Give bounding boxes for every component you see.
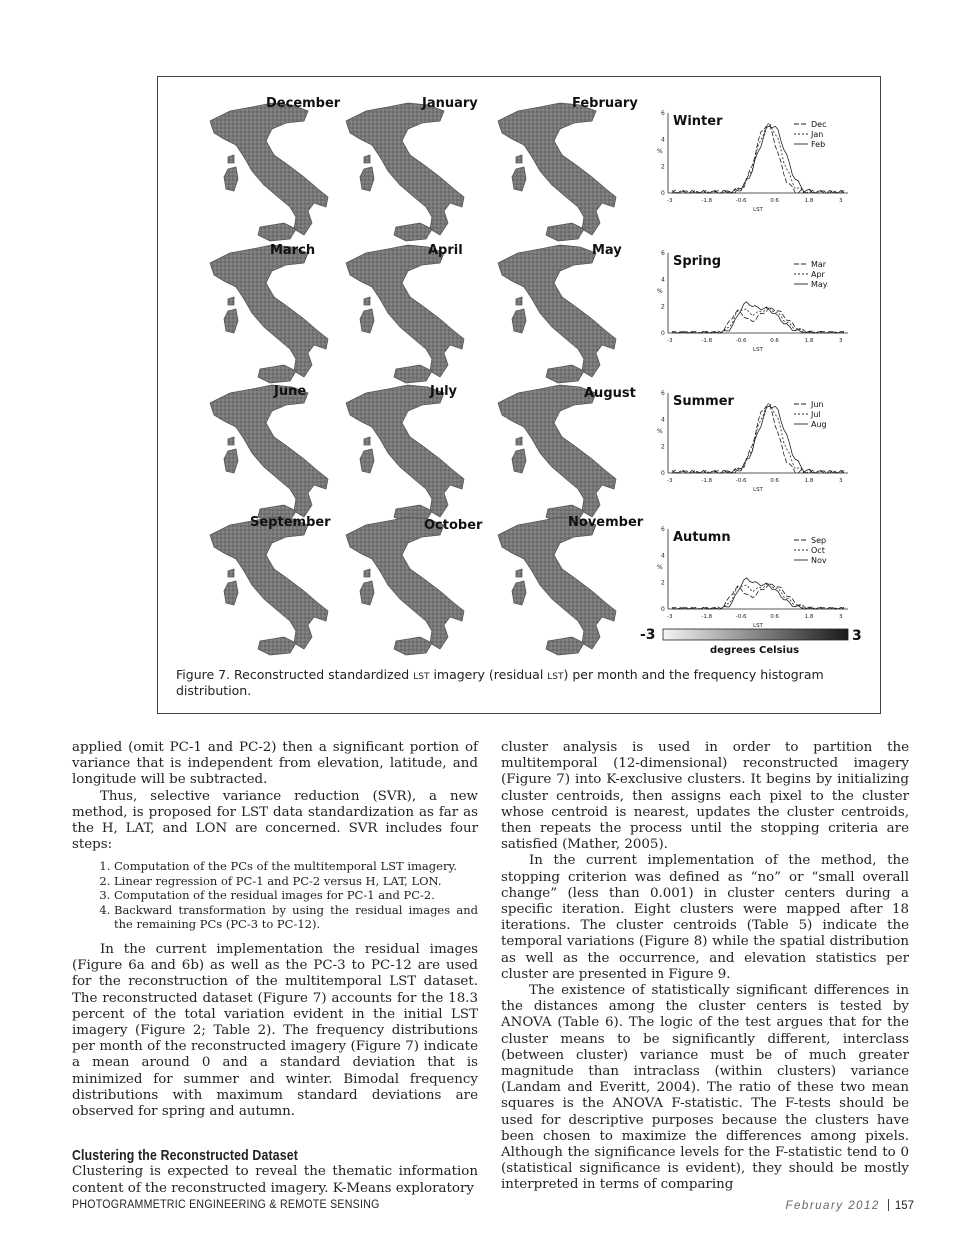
x-tick-label: 0.6 bbox=[770, 338, 779, 344]
y-tick-label: 0 bbox=[661, 330, 665, 337]
y-tick-label: 4 bbox=[661, 552, 665, 560]
month-label-september: September bbox=[250, 515, 331, 530]
month-label-april: April bbox=[428, 243, 463, 258]
histogram-autumn bbox=[657, 526, 848, 629]
month-label-february: February bbox=[572, 96, 638, 111]
legend-label: Oct bbox=[811, 546, 825, 555]
y-tick-label: 4 bbox=[661, 276, 665, 284]
y-tick-label: 0 bbox=[661, 470, 665, 477]
legend-label: Nov bbox=[811, 556, 827, 565]
x-tick-label: -1.8 bbox=[701, 338, 713, 344]
colorbar-label: degrees Celsius bbox=[710, 645, 800, 656]
y-tick-label: 0 bbox=[661, 190, 665, 197]
x-tick-label: -3 bbox=[667, 478, 673, 484]
x-tick-label: 0.6 bbox=[770, 478, 779, 484]
list-item: 3. Computation of the residual images for PC-1 and PC-2. bbox=[114, 888, 478, 903]
histogram-spring bbox=[657, 250, 848, 353]
x-axis-label: LST bbox=[753, 347, 763, 353]
legend-label: Jul bbox=[811, 410, 821, 419]
paragraph: Thus, selective variance reduction (SVR), a new method, is proposed for LST data standardization as far as the H, LAT, and LON are concerned. SVR includes four steps: bbox=[72, 788, 478, 853]
y-tick-label: 2 bbox=[661, 303, 665, 311]
histogram-title: Winter bbox=[673, 114, 723, 129]
y-tick-label: 6 bbox=[661, 526, 665, 533]
x-tick-label: 0.6 bbox=[770, 614, 779, 620]
x-tick-label: 1.8 bbox=[804, 338, 814, 344]
y-tick-label: 2 bbox=[661, 579, 665, 587]
figure-graphics bbox=[158, 77, 882, 667]
left-column bbox=[72, 740, 478, 1197]
paragraph: Clustering is expected to reveal the thematic information content of the reconstructed imagery. K-Means exploratory bbox=[72, 1164, 478, 1196]
y-tick-label: 2 bbox=[661, 443, 665, 451]
legend-label: Jan bbox=[811, 130, 824, 139]
x-tick-label: -1.8 bbox=[701, 614, 713, 620]
legend-label: Jun bbox=[811, 400, 824, 409]
page-number: 157 bbox=[894, 1200, 914, 1212]
histogram-series bbox=[672, 584, 844, 610]
histogram-series bbox=[672, 578, 844, 609]
y-tick-label: 4 bbox=[661, 136, 665, 144]
x-tick-label: 3 bbox=[839, 338, 843, 344]
issue-date: February 2012 bbox=[785, 1200, 880, 1212]
histogram-series bbox=[672, 583, 844, 609]
x-tick-label: -0.6 bbox=[735, 478, 747, 484]
month-label-october: October bbox=[424, 518, 483, 533]
month-label-june: June bbox=[274, 384, 307, 399]
page-footer bbox=[786, 1199, 914, 1212]
legend-label: Aug bbox=[811, 420, 827, 429]
histogram-title: Autumn bbox=[673, 530, 731, 545]
month-label-may: May bbox=[592, 243, 622, 258]
list-item: 4. Backward transformation by using the residual images and the remaining PCs (PC-3 to PC-12). bbox=[114, 903, 478, 932]
x-tick-label: 3 bbox=[839, 478, 843, 484]
x-tick-label: -3 bbox=[667, 338, 673, 344]
x-tick-label: -0.6 bbox=[735, 338, 747, 344]
map-grid bbox=[210, 103, 616, 655]
x-tick-label: -1.8 bbox=[701, 198, 713, 204]
x-tick-label: -3 bbox=[667, 198, 673, 204]
histogram-panels bbox=[657, 110, 848, 629]
colorbar bbox=[640, 627, 862, 656]
colorbar-max: 3 bbox=[852, 628, 862, 644]
x-tick-label: -0.6 bbox=[735, 614, 747, 620]
histogram-winter bbox=[657, 110, 848, 213]
month-label-july: July bbox=[430, 384, 458, 399]
x-tick-label: 3 bbox=[839, 614, 843, 620]
y-axis-label: % bbox=[657, 564, 663, 571]
x-axis-label: LST bbox=[753, 487, 763, 493]
month-label-march: March bbox=[270, 243, 316, 258]
histogram-series bbox=[672, 307, 844, 333]
colorbar-min: -3 bbox=[640, 627, 656, 643]
y-axis-label: % bbox=[657, 288, 663, 295]
right-column bbox=[501, 740, 909, 1194]
x-tick-label: 3 bbox=[839, 198, 843, 204]
month-label-august: August bbox=[584, 386, 636, 401]
x-axis-label: LST bbox=[753, 623, 763, 629]
legend-label: Dec bbox=[811, 120, 827, 129]
y-axis-label: % bbox=[657, 428, 663, 435]
legend-label: Feb bbox=[811, 140, 826, 149]
y-tick-label: 4 bbox=[661, 416, 665, 424]
journal-name: PHOTOGRAMMETRIC ENGINEERING & REMOTE SENSING bbox=[72, 1199, 380, 1211]
x-tick-label: 1.8 bbox=[804, 614, 814, 620]
paragraph: cluster analysis is used in order to partition the multitemporal (12-dimensional) reconstructed imagery (Figure 7) into K-exclusive clusters. It begins by initializing cluster centroids, then assigns each pixel to the cluster whose centroid is nearest, updates the cluster centroids, then repeats the process until the stopping criteria are satisfied (Mather, 2005). bbox=[501, 740, 909, 853]
y-tick-label: 6 bbox=[661, 110, 665, 117]
legend-label: May bbox=[811, 280, 828, 289]
x-tick-label: 1.8 bbox=[804, 478, 814, 484]
legend-label: Mar bbox=[811, 260, 827, 269]
month-label-december: December bbox=[266, 96, 341, 111]
x-axis-label: LST bbox=[753, 207, 763, 213]
histogram-title: Spring bbox=[673, 254, 722, 269]
list-item: 2. Linear regression of PC-1 and PC-2 versus H, LAT, LON. bbox=[114, 874, 478, 889]
histogram-title: Summer bbox=[673, 394, 734, 409]
y-axis-label: % bbox=[657, 148, 663, 155]
footer-divider bbox=[888, 1199, 889, 1211]
x-tick-label: -3 bbox=[667, 614, 673, 620]
month-label-november: November bbox=[568, 515, 644, 530]
y-tick-label: 6 bbox=[661, 250, 665, 257]
paragraph: applied (omit PC-1 and PC-2) then a significant portion of variance that is independent from elevation, latitude, and longitude will be subtracted. bbox=[72, 740, 478, 788]
y-tick-label: 0 bbox=[661, 606, 665, 613]
histogram-summer bbox=[657, 390, 848, 493]
month-label-january: January bbox=[422, 96, 478, 111]
svr-steps-list bbox=[72, 859, 478, 932]
histogram-series bbox=[672, 308, 844, 334]
figure-7 bbox=[157, 76, 881, 714]
paragraph: The existence of statistically significant differences in the distances among the cluster centers is tested by ANOVA (Table 6). The logic of the test argues that for the cluster means to be significantly different, interclass (between cluster) variance must be of much greater magnitude than intraclass (within clusters) variance (Landam and Everitt, 2004). The ratio of these two mean squares is the ANOVA F-statistic. The F-tests should be used for descriptive purposes because the clusters have been chosen to maximize the differences among pixels. Although the significance levels for the F-statistic tend to 0 (statistical significance is evident), they should be mostly interpreted in terms of comparing bbox=[501, 983, 909, 1193]
list-item: 1. Computation of the PCs of the multitemporal LST imagery. bbox=[114, 859, 478, 874]
histogram-series bbox=[672, 302, 844, 333]
paragraph: In the current implementation of the method, the stopping criterion was defined as “no” or “small overall change” (less than 0.001) in cluster centers during a specific iteration. Eight clusters were mapped after 18 iterations. The cluster centroids (Table 5) indicate the temporal variations (Figure 8) while the spatial distribution as well as the occurrence, and elevation statistics per cluster are presented in Figure 9. bbox=[501, 853, 909, 982]
y-tick-label: 6 bbox=[661, 390, 665, 397]
figure-caption: Figure 7. Reconstructed standardized lst imagery (residual lst) per month and the frequency histogram distribution. bbox=[176, 667, 824, 698]
y-tick-label: 2 bbox=[661, 163, 665, 171]
x-tick-label: 1.8 bbox=[804, 198, 814, 204]
paragraph: In the current implementation the residual images (Figure 6a and 6b) as well as the PC-3 to PC-12 are used for the reconstruction of the multitemporal LST dataset. The reconstructed dataset (Figure 7) accounts for the 18.3 percent of the total variation evident in the initial LST imagery (Figure 2; Table 2). The frequency distributions per month of the reconstructed imagery (Figure 7) indicate a mean around 0 and a standard deviation that is minimized for summer and winter. Bimodal frequency distributions with maximum standard deviations are observed for spring and autumn. bbox=[72, 941, 478, 1119]
x-tick-label: 0.6 bbox=[770, 198, 779, 204]
section-heading: Clustering the Reconstructed Dataset bbox=[72, 1147, 298, 1165]
legend-label: Apr bbox=[811, 270, 825, 279]
x-tick-label: -0.6 bbox=[735, 198, 747, 204]
x-tick-label: -1.8 bbox=[701, 478, 713, 484]
legend-label: Sep bbox=[811, 536, 827, 545]
